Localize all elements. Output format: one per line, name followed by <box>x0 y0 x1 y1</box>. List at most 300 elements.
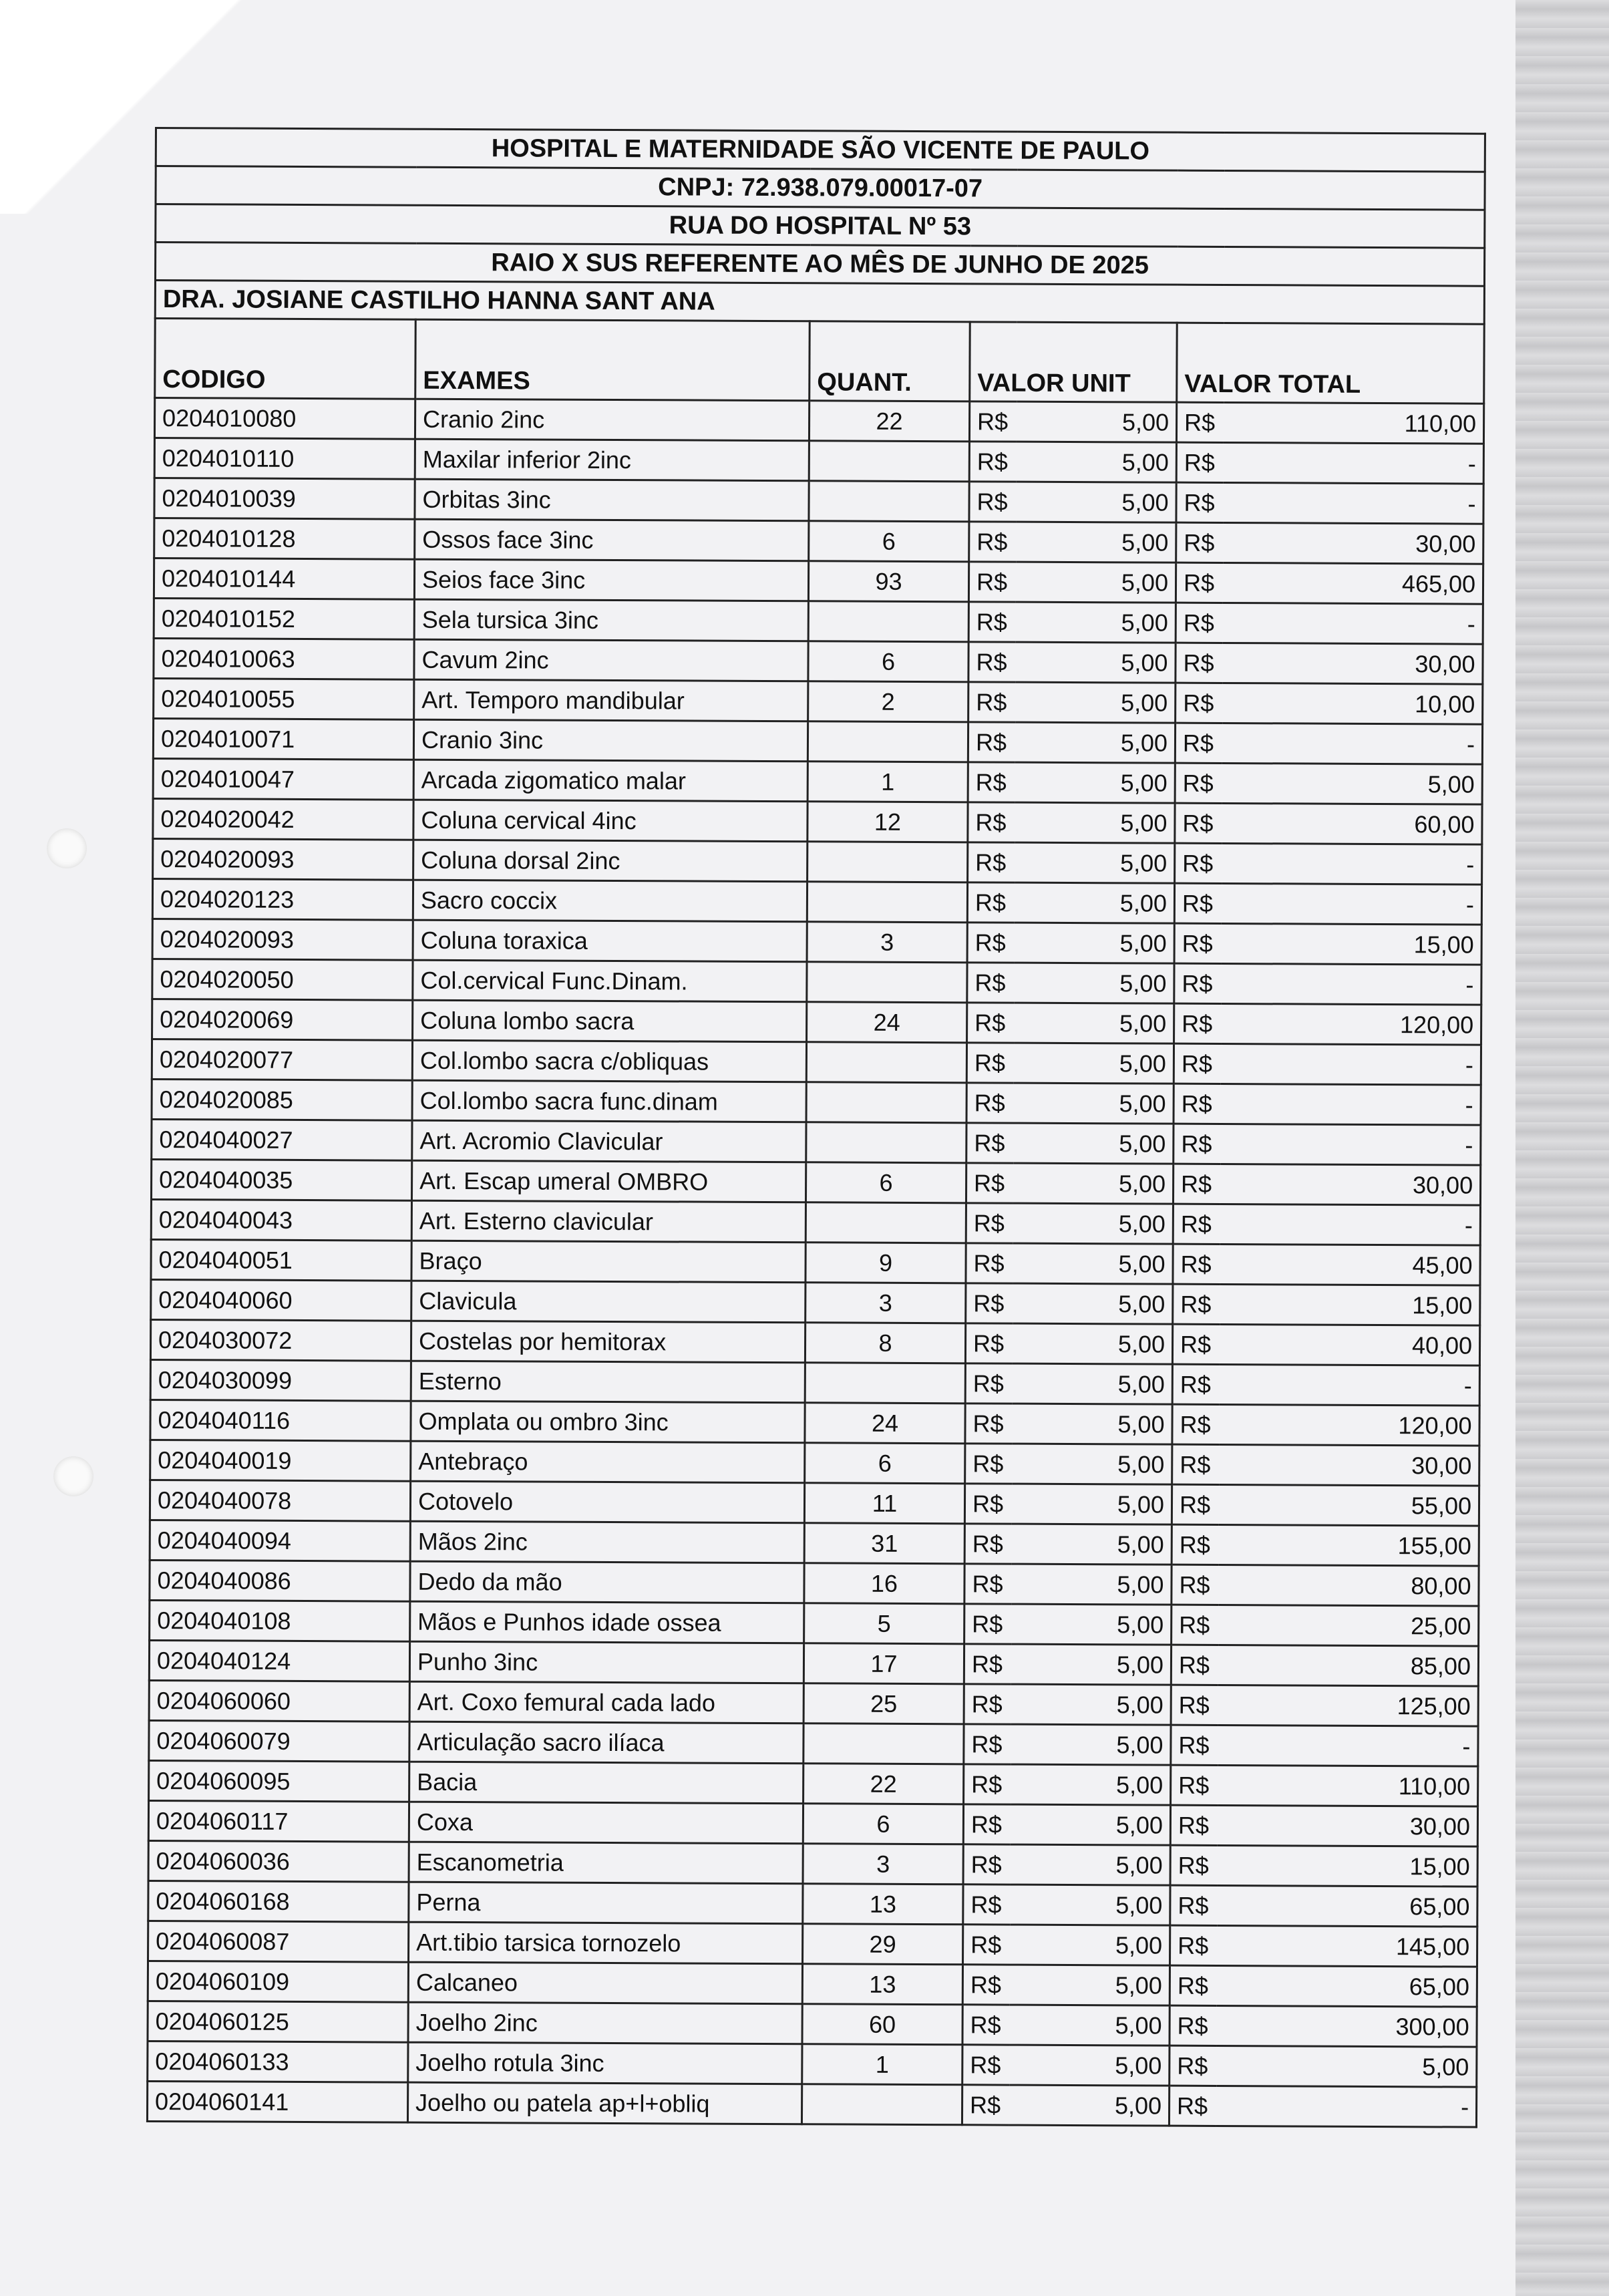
row-unit-currency: R$ <box>965 1323 1012 1363</box>
row-unit-currency: R$ <box>967 882 1014 923</box>
row-total-currency: R$ <box>1170 1885 1217 1925</box>
cnpj: CNPJ: 72.938.079.00017-07 <box>156 166 1485 210</box>
row-quantity <box>805 1363 965 1404</box>
row-unit-currency: R$ <box>968 842 1015 882</box>
row-quantity: 93 <box>808 561 968 602</box>
row-exam: Art. Acromio Clavicular <box>412 1120 806 1162</box>
row-unit-value: 5,00 <box>1013 1163 1173 1204</box>
row-unit-currency: R$ <box>965 1404 1012 1444</box>
row-unit-value: 5,00 <box>1014 882 1174 923</box>
row-unit-currency: R$ <box>968 802 1015 842</box>
row-total-currency: R$ <box>1174 883 1221 923</box>
row-total-value: - <box>1218 1725 1478 1766</box>
row-total-currency: R$ <box>1171 1685 1218 1725</box>
row-total-currency: R$ <box>1170 2005 1216 2045</box>
row-total-value: 60,00 <box>1222 803 1482 844</box>
row-quantity: 13 <box>802 1964 962 2005</box>
row-total-currency: R$ <box>1172 1444 1219 1484</box>
row-quantity: 60 <box>802 2004 962 2045</box>
row-total-currency: R$ <box>1170 1805 1217 1845</box>
table-row <box>154 598 1483 644</box>
row-code: 0204040108 <box>150 1600 410 1641</box>
row-quantity: 29 <box>803 1924 963 1965</box>
row-total-value: 55,00 <box>1218 1484 1479 1526</box>
row-unit-currency: R$ <box>969 442 1016 482</box>
row-code: 0204010144 <box>154 558 414 600</box>
row-unit-currency: R$ <box>969 401 1016 442</box>
row-unit-currency: R$ <box>964 1764 1011 1804</box>
row-quantity: 17 <box>803 1643 964 1684</box>
row-exam: Calcaneo <box>408 1962 802 2004</box>
table-row <box>149 1720 1478 1766</box>
row-code: 0204060168 <box>148 1880 409 1922</box>
table-row <box>153 718 1482 764</box>
row-exam: Arcada zigomatico malar <box>413 760 808 802</box>
row-total-value: 80,00 <box>1218 1565 1479 1606</box>
row-unit-value: 5,00 <box>1014 963 1174 1003</box>
row-quantity <box>809 481 969 522</box>
row-quantity <box>801 2084 962 2125</box>
row-code: 0204040086 <box>150 1560 410 1601</box>
table-row <box>152 1079 1481 1125</box>
row-unit-value: 5,00 <box>1011 1604 1172 1645</box>
row-unit-value: 5,00 <box>1013 1043 1174 1084</box>
row-quantity: 6 <box>805 1443 965 1484</box>
row-code: 0204010039 <box>154 478 415 520</box>
row-total-value: 40,00 <box>1219 1324 1479 1365</box>
row-unit-value: 5,00 <box>1011 1524 1172 1565</box>
row-unit-currency: R$ <box>964 1484 1011 1524</box>
row-exam: Joelho ou patela ap+l+obliq <box>407 2082 801 2124</box>
row-exam: Joelho 2inc <box>408 2002 802 2044</box>
row-quantity: 11 <box>804 1483 964 1524</box>
row-code: 0204040116 <box>150 1400 411 1441</box>
row-code: 0204040060 <box>151 1279 411 1321</box>
row-code: 0204010128 <box>154 518 415 560</box>
row-quantity <box>806 1082 966 1123</box>
row-total-value: 15,00 <box>1221 923 1481 965</box>
row-exam: Escanometria <box>409 1842 803 1884</box>
row-total-value: 30,00 <box>1222 643 1483 684</box>
row-code: 0204060141 <box>147 2081 407 2122</box>
address: RUA DO HOSPITAL Nº 53 <box>156 204 1485 249</box>
row-total-value: 85,00 <box>1218 1645 1478 1686</box>
row-quantity: 13 <box>803 1884 963 1925</box>
row-unit-currency: R$ <box>966 1163 1013 1203</box>
row-quantity: 3 <box>807 922 967 963</box>
row-total-value: 5,00 <box>1216 2045 1477 2087</box>
row-code: 0204010047 <box>153 758 413 800</box>
row-code: 0204060125 <box>148 2001 408 2042</box>
row-unit-value: 5,00 <box>1012 1404 1172 1444</box>
row-total-value: 145,00 <box>1217 1925 1477 1967</box>
row-total-value: - <box>1220 1084 1481 1125</box>
row-exam: Punho 3inc <box>409 1641 803 1683</box>
col-header-unit: VALOR UNIT <box>970 322 1178 402</box>
row-quantity: 22 <box>809 401 969 442</box>
row-quantity <box>806 1042 966 1083</box>
row-unit-currency: R$ <box>968 682 1015 722</box>
row-code: 0204020123 <box>152 878 413 920</box>
row-unit-value: 5,00 <box>1010 1844 1170 1885</box>
row-total-value: 30,00 <box>1220 1164 1480 1205</box>
row-unit-value: 5,00 <box>1009 2045 1170 2086</box>
row-code: 0204040094 <box>150 1520 410 1561</box>
row-unit-value: 5,00 <box>1013 1283 1173 1324</box>
punch-hole-top <box>47 828 87 868</box>
table-row <box>148 1840 1477 1887</box>
row-unit-value: 5,00 <box>1009 2005 1170 2045</box>
row-quantity: 9 <box>806 1243 966 1283</box>
row-unit-currency: R$ <box>962 2045 1009 2085</box>
row-unit-value: 5,00 <box>1015 842 1175 883</box>
row-quantity: 6 <box>809 521 969 562</box>
row-total-currency: R$ <box>1176 402 1223 442</box>
row-unit-value: 5,00 <box>1011 1764 1171 1805</box>
row-code: 0204040019 <box>150 1440 411 1481</box>
row-total-currency: R$ <box>1173 1164 1220 1204</box>
row-unit-currency: R$ <box>963 1844 1010 1884</box>
row-exam: Sacro coccix <box>413 880 807 922</box>
row-total-currency: R$ <box>1175 763 1222 803</box>
row-exam: Seios face 3inc <box>414 559 808 601</box>
row-unit-currency: R$ <box>962 1965 1009 2005</box>
row-unit-value: 5,00 <box>1015 682 1176 723</box>
row-total-value: - <box>1221 883 1481 925</box>
table-row <box>152 999 1481 1045</box>
row-exam: Art. Esterno clavicular <box>411 1200 806 1243</box>
row-exam: Orbitas 3inc <box>415 479 809 521</box>
row-unit-currency: R$ <box>964 1604 1011 1644</box>
row-total-value: 30,00 <box>1219 1444 1479 1486</box>
row-unit-currency: R$ <box>966 1043 1013 1083</box>
row-total-value: 65,00 <box>1217 1885 1477 1927</box>
row-quantity: 1 <box>808 762 968 802</box>
row-quantity: 6 <box>803 1804 963 1844</box>
row-quantity: 24 <box>805 1403 965 1444</box>
row-total-currency: R$ <box>1171 1725 1218 1765</box>
table-row <box>150 1359 1479 1406</box>
table-row <box>150 1480 1479 1526</box>
row-total-currency: R$ <box>1173 1204 1220 1244</box>
row-total-value: - <box>1222 723 1482 764</box>
row-total-currency: R$ <box>1171 1765 1218 1805</box>
row-code: 0204010110 <box>154 438 415 480</box>
row-code: 0204040124 <box>149 1640 409 1681</box>
row-code: 0204060036 <box>148 1840 409 1882</box>
header-row-cnpj <box>156 166 1485 210</box>
table-row <box>152 919 1481 965</box>
doctor-name: DRA. JOSIANE CASTILHO HANNA SANT ANA <box>155 281 1484 325</box>
row-code: 0204020093 <box>153 838 413 880</box>
row-unit-currency: R$ <box>968 562 1015 602</box>
row-exam: Mãos 2inc <box>410 1521 804 1563</box>
row-total-currency: R$ <box>1174 1084 1220 1124</box>
table-row <box>153 798 1482 844</box>
row-unit-currency: R$ <box>965 1444 1012 1484</box>
header-row-address <box>156 204 1485 249</box>
row-total-currency: R$ <box>1170 1965 1216 2005</box>
row-unit-value: 5,00 <box>1013 1123 1174 1164</box>
row-total-value: 120,00 <box>1219 1404 1479 1446</box>
report-title: RAIO X SUS REFERENTE AO MÊS DE JUNHO DE 2025 <box>155 242 1484 287</box>
row-exam: Cranio 2inc <box>415 399 809 441</box>
row-exam: Articulação sacro ilíaca <box>409 1721 803 1764</box>
row-quantity <box>808 721 968 762</box>
row-code: 0204030099 <box>150 1359 411 1401</box>
row-code: 0204020085 <box>152 1079 412 1120</box>
row-quantity <box>803 1724 964 1764</box>
row-exam: Perna <box>409 1882 803 1924</box>
table-row <box>151 1159 1480 1205</box>
row-unit-value: 5,00 <box>1016 401 1176 442</box>
row-code: 0204040027 <box>152 1119 412 1160</box>
row-unit-currency: R$ <box>966 1123 1013 1163</box>
row-unit-value: 5,00 <box>1012 1444 1172 1484</box>
row-unit-currency: R$ <box>963 1925 1010 1965</box>
row-total-value: - <box>1219 1364 1479 1406</box>
row-code: 0204020042 <box>153 798 413 840</box>
row-unit-currency: R$ <box>964 1684 1011 1724</box>
row-total-currency: R$ <box>1174 1043 1220 1084</box>
row-quantity <box>806 1202 966 1243</box>
row-total-currency: R$ <box>1172 1484 1218 1524</box>
row-quantity: 6 <box>808 641 968 682</box>
row-total-value: 30,00 <box>1217 1805 1477 1846</box>
row-total-currency: R$ <box>1176 522 1223 562</box>
row-total-currency: R$ <box>1169 2086 1216 2126</box>
row-code: 0204060117 <box>148 1800 409 1842</box>
row-exam: Col.cervical Func.Dinam. <box>413 960 807 1002</box>
row-total-currency: R$ <box>1170 1925 1217 1965</box>
row-exam: Ossos face 3inc <box>415 519 809 561</box>
row-total-currency: R$ <box>1172 1524 1218 1565</box>
table-row <box>148 1800 1477 1846</box>
row-unit-currency: R$ <box>966 1283 1013 1323</box>
row-unit-currency: R$ <box>964 1564 1011 1604</box>
row-total-currency: R$ <box>1176 643 1222 683</box>
table-row <box>147 2081 1476 2127</box>
row-code: 0204040051 <box>151 1239 411 1281</box>
row-exam: Col.lombo sacra func.dinam <box>412 1080 806 1122</box>
row-unit-value: 5,00 <box>1016 482 1176 522</box>
row-total-value: 25,00 <box>1218 1605 1479 1646</box>
row-unit-value: 5,00 <box>1013 1083 1174 1124</box>
row-quantity: 2 <box>808 681 968 722</box>
row-exam: Bacia <box>409 1762 803 1804</box>
row-total-currency: R$ <box>1174 923 1221 963</box>
row-total-currency: R$ <box>1173 1284 1220 1324</box>
row-exam: Cotovelo <box>410 1481 804 1523</box>
col-header-total: VALOR TOTAL <box>1177 323 1485 403</box>
row-unit-value: 5,00 <box>1011 1484 1172 1524</box>
row-unit-value: 5,00 <box>1010 1884 1170 1925</box>
row-exam: Dedo da mão <box>410 1561 804 1603</box>
col-header-code: CODIGO <box>155 319 416 399</box>
row-total-currency: R$ <box>1171 1645 1218 1685</box>
row-total-value: - <box>1221 963 1481 1005</box>
row-quantity <box>806 1122 966 1163</box>
row-exam: Omplata ou ombro 3inc <box>411 1401 805 1443</box>
row-code: 0204020050 <box>152 959 413 1000</box>
row-unit-currency: R$ <box>967 1003 1014 1043</box>
row-unit-value: 5,00 <box>1013 1203 1173 1244</box>
table-row <box>154 558 1483 605</box>
row-unit-value: 5,00 <box>1014 923 1174 963</box>
row-unit-value: 5,00 <box>1011 1724 1171 1765</box>
table-row <box>151 1239 1480 1285</box>
table-row <box>149 1760 1478 1806</box>
col-header-qty: QUANT. <box>810 321 970 401</box>
row-code: 0204020077 <box>152 1039 412 1080</box>
row-exam: Costelas por hemitorax <box>411 1321 805 1363</box>
row-total-currency: R$ <box>1170 1845 1217 1885</box>
row-unit-currency: R$ <box>967 963 1014 1003</box>
row-total-currency: R$ <box>1172 1364 1219 1404</box>
row-exam: Coluna dorsal 2inc <box>413 840 808 882</box>
table-row <box>154 638 1483 684</box>
table-row <box>151 1279 1480 1325</box>
row-unit-value: 5,00 <box>1009 1965 1170 2005</box>
row-quantity: 31 <box>804 1523 964 1564</box>
table-row <box>148 2041 1477 2087</box>
table-row <box>150 1600 1479 1646</box>
row-unit-currency: R$ <box>962 2085 1009 2125</box>
table-row <box>154 398 1483 444</box>
row-unit-currency: R$ <box>964 1644 1011 1684</box>
row-total-currency: R$ <box>1176 482 1223 522</box>
row-exam: Esterno <box>411 1361 805 1403</box>
table-row <box>150 1440 1479 1486</box>
row-total-value: - <box>1220 1124 1481 1165</box>
row-code: 0204060095 <box>149 1760 409 1802</box>
row-exam: Joelho rotula 3inc <box>408 2042 802 2084</box>
table-row <box>148 2001 1477 2047</box>
row-unit-value: 5,00 <box>1011 1564 1172 1605</box>
row-unit-value: 5,00 <box>1012 1363 1172 1404</box>
row-total-value: 30,00 <box>1223 522 1483 564</box>
row-code: 0204030072 <box>150 1319 411 1361</box>
row-exam: Coxa <box>409 1802 803 1844</box>
table-row <box>150 1400 1479 1446</box>
row-total-currency: R$ <box>1176 562 1222 603</box>
row-total-value: 45,00 <box>1220 1244 1480 1285</box>
row-code: 0204010080 <box>154 398 415 440</box>
document-sheet <box>146 127 1486 2128</box>
row-total-value: 120,00 <box>1221 1003 1481 1045</box>
row-quantity <box>808 842 968 882</box>
row-exam: Cranio 3inc <box>413 719 808 762</box>
row-unit-currency: R$ <box>963 1804 1010 1844</box>
row-total-value: 110,00 <box>1218 1765 1478 1806</box>
row-total-currency: R$ <box>1174 1124 1220 1164</box>
table-row <box>153 758 1482 804</box>
row-quantity: 5 <box>804 1603 964 1644</box>
row-code: 0204040043 <box>151 1199 411 1241</box>
row-total-currency: R$ <box>1175 723 1222 763</box>
row-quantity: 24 <box>807 1002 967 1043</box>
row-quantity: 6 <box>806 1162 966 1203</box>
row-unit-currency: R$ <box>968 762 1015 802</box>
row-total-value: - <box>1222 603 1483 644</box>
row-unit-currency: R$ <box>969 482 1016 522</box>
row-unit-currency: R$ <box>968 722 1015 762</box>
row-code: 0204010063 <box>154 638 414 679</box>
row-total-value: 300,00 <box>1216 2005 1477 2047</box>
row-code: 0204020093 <box>152 919 413 960</box>
row-unit-currency: R$ <box>968 642 1015 682</box>
row-unit-value: 5,00 <box>1015 602 1176 643</box>
row-unit-value: 5,00 <box>1013 1243 1173 1284</box>
row-unit-currency: R$ <box>966 1243 1013 1283</box>
row-total-value: - <box>1223 482 1483 524</box>
row-total-currency: R$ <box>1172 1324 1219 1364</box>
row-exam: Maxilar inferior 2inc <box>415 439 809 481</box>
row-unit-value: 5,00 <box>1011 1644 1171 1685</box>
row-total-currency: R$ <box>1176 603 1222 643</box>
row-exam: Braço <box>411 1241 806 1283</box>
row-total-value: - <box>1216 2086 1476 2127</box>
row-total-value: 65,00 <box>1216 1965 1477 2007</box>
table-row <box>153 838 1482 884</box>
table-row <box>148 1961 1477 2007</box>
row-total-value: - <box>1220 1043 1481 1085</box>
row-total-value: 125,00 <box>1218 1685 1478 1726</box>
row-unit-value: 5,00 <box>1015 562 1176 603</box>
scan-edge-shadow <box>1515 0 1609 2296</box>
row-quantity: 12 <box>808 802 968 842</box>
table-row <box>149 1640 1478 1686</box>
table-row <box>148 1880 1477 1927</box>
table-row <box>150 1319 1479 1365</box>
row-quantity: 3 <box>803 1844 963 1884</box>
row-quantity <box>808 601 968 642</box>
row-exam: Mãos e Punhos idade ossea <box>410 1601 804 1643</box>
row-code: 0204010055 <box>154 678 414 719</box>
row-quantity: 16 <box>804 1563 964 1604</box>
row-quantity <box>809 441 969 482</box>
row-total-value: 15,00 <box>1217 1845 1477 1887</box>
row-unit-value: 5,00 <box>1016 522 1176 562</box>
row-total-value: 110,00 <box>1223 402 1483 444</box>
header-row-hospital <box>156 128 1485 172</box>
row-total-value: - <box>1223 442 1483 484</box>
table-row <box>152 1119 1481 1165</box>
row-unit-value: 5,00 <box>1015 762 1175 803</box>
table-row <box>150 1560 1479 1606</box>
row-code: 0204020069 <box>152 999 413 1040</box>
row-total-currency: R$ <box>1174 963 1221 1003</box>
row-exam: Antebraço <box>411 1441 805 1483</box>
col-header-exam: EXAMES <box>415 319 810 401</box>
table-row <box>150 1520 1479 1566</box>
row-unit-value: 5,00 <box>1011 1684 1171 1725</box>
row-exam: Art.tibio tarsica tornozelo <box>409 1922 803 1964</box>
row-quantity <box>807 882 967 923</box>
row-exam: Coluna cervical 4inc <box>413 800 808 842</box>
header-row-report <box>155 242 1484 287</box>
row-total-currency: R$ <box>1170 2045 1216 2086</box>
row-code: 0204040035 <box>151 1159 411 1200</box>
row-total-currency: R$ <box>1174 1003 1221 1043</box>
row-quantity: 22 <box>803 1764 964 1804</box>
row-unit-currency: R$ <box>969 522 1016 562</box>
hospital-name: HOSPITAL E MATERNIDADE SÃO VICENTE DE PAULO <box>156 128 1485 172</box>
row-quantity: 8 <box>805 1323 965 1363</box>
row-code: 0204040078 <box>150 1480 410 1521</box>
row-exam: Coluna toraxica <box>413 920 807 962</box>
row-unit-value: 5,00 <box>1014 1003 1174 1043</box>
